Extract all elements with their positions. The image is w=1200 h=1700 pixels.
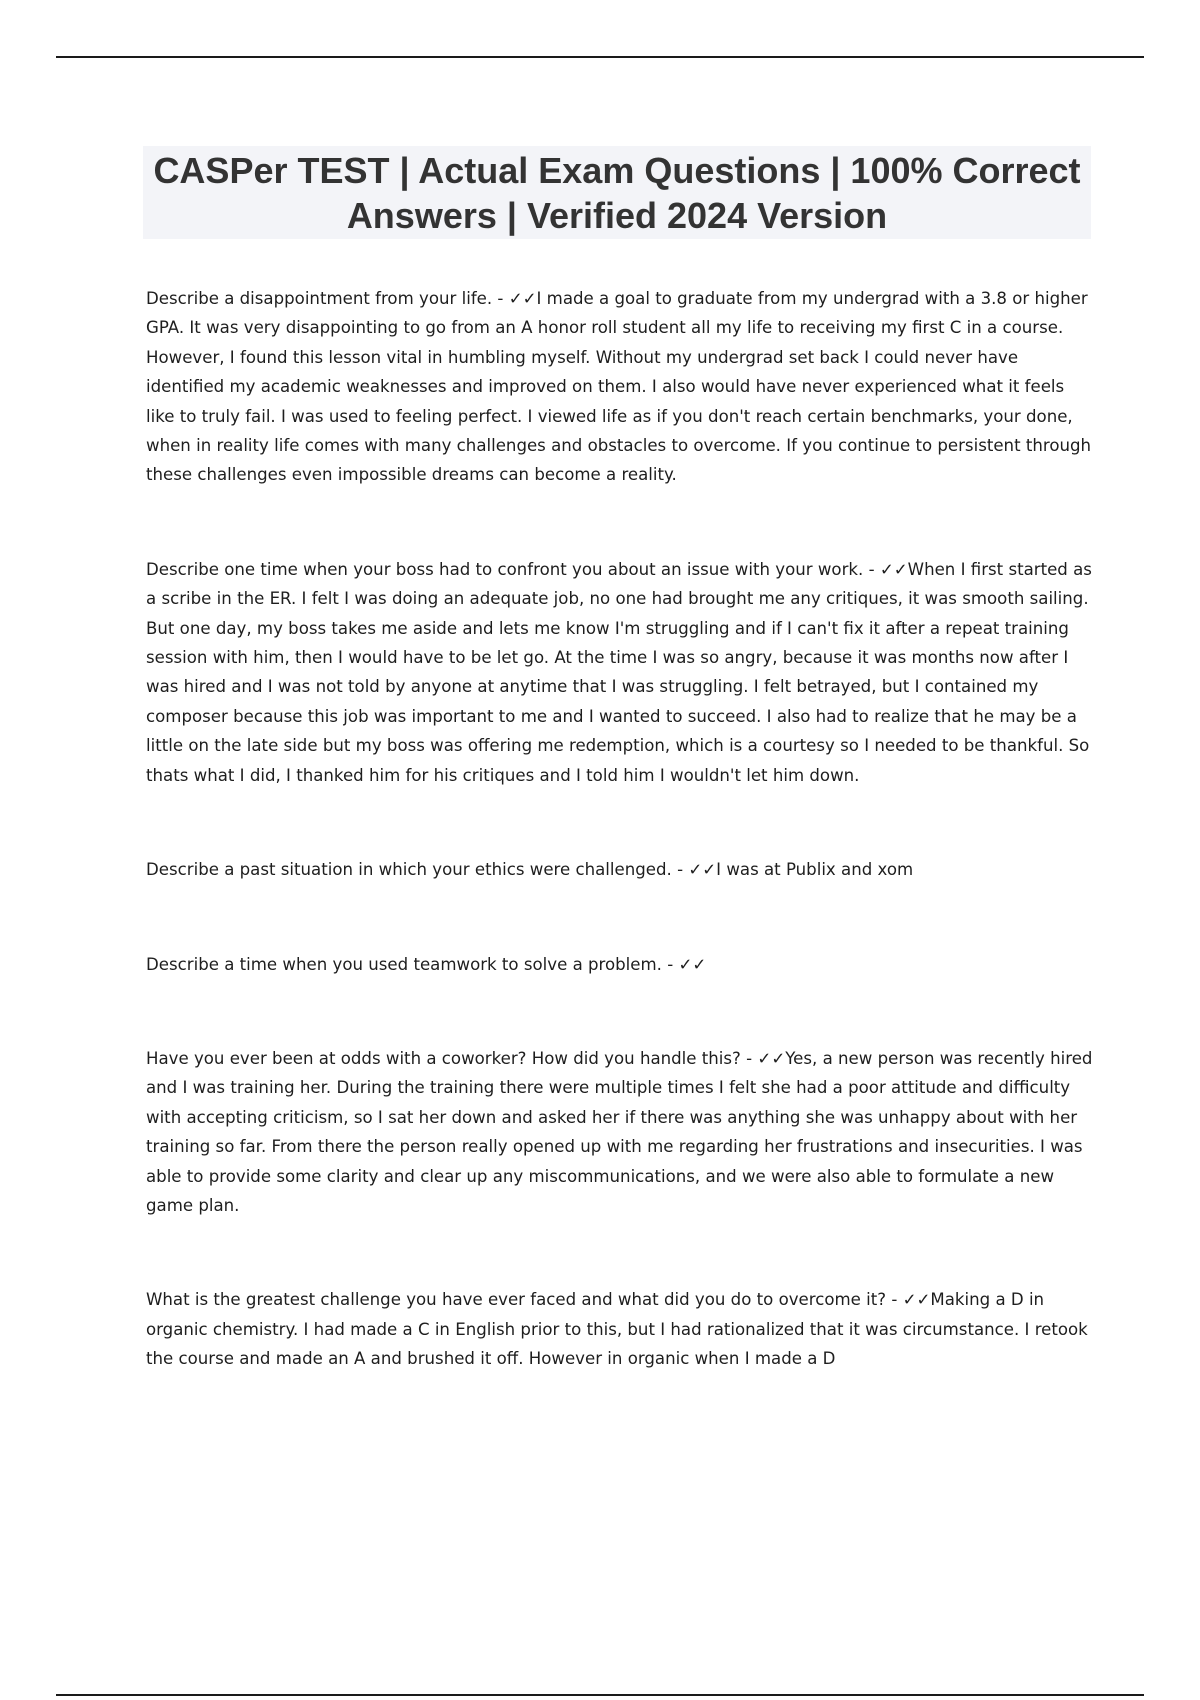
qa-item xyxy=(146,1044,1096,1220)
question-text: Describe one time when your boss had to confront you about an issue with your work. xyxy=(146,559,864,579)
separator: - xyxy=(661,954,679,974)
top-rule xyxy=(56,56,1144,58)
check-mark-icon: ✓✓ xyxy=(688,860,717,880)
question-text: Have you ever been at odds with a coworker? How did you handle this? xyxy=(146,1048,741,1068)
answer-text: Making a D in organic chemistry. I had made a C in English prior to this, but I had rationalized that it was circumstance. I retook the course and made an A and brushed it off. However in organic when I made a D xyxy=(146,1290,1088,1369)
question-text: Describe a past situation in which your ethics were challenged. xyxy=(146,860,672,880)
separator: - xyxy=(671,860,689,880)
qa-item xyxy=(146,950,1096,979)
bottom-rule xyxy=(56,1694,1144,1696)
qa-content xyxy=(146,284,1096,1374)
check-mark-icon: ✓✓ xyxy=(757,1048,786,1068)
check-mark-icon: ✓✓ xyxy=(879,559,908,579)
separator: - xyxy=(863,559,880,579)
check-mark-icon: ✓✓ xyxy=(678,954,707,974)
qa-item xyxy=(146,284,1096,490)
answer-text: Yes, a new person was recently hired and I was training her. During the training there were multiple times I felt she had a poor attitude and difficulty with accepting criticism, so I sat her down and asked her if there was anything she was unhappy about with her training so far. From there the person really opened up with me regarding her frustrations and insecurities. I was able to provide some clarity and clear up any miscommunications, and we were also able to formulate a new game plan. xyxy=(146,1048,1093,1215)
question-text: Describe a time when you used teamwork to solve a problem. xyxy=(146,954,662,974)
separator: - xyxy=(886,1290,903,1310)
check-mark-icon: ✓✓ xyxy=(508,289,537,308)
qa-item xyxy=(146,1285,1096,1373)
title-banner xyxy=(143,146,1091,239)
answer-text: I was at Publix and xom xyxy=(716,860,914,880)
qa-item xyxy=(146,555,1096,790)
page-title: CASPer TEST | Actual Exam Questions | 100% Correct Answers | Verified 2024 Version xyxy=(153,149,1081,236)
check-mark-icon: ✓✓ xyxy=(902,1290,931,1310)
answer-text: When I first started as a scribe in the ER. I felt I was doing an adequate job, no one had brought me any critiques, it was smooth sailing. But one day, my boss takes me aside and lets me know I'm struggling and if I can't fix it after a repeat training session with him, then I would have to be let go. At the time I was so angry, because it was months now after I was hired and I was not told by anyone at anytime that I was struggling. I felt betrayed, but I contained my composer because this job was important to me and I wanted to succeed. I also had to realize that he may be a little on the late side but my boss was offering me redemption, which is a courtesy so I needed to be thankful. So thats what I did, I thanked him for his critiques and I told him I wouldn't let him down. xyxy=(146,559,1092,785)
qa-item xyxy=(146,855,1096,884)
question-text: Describe a disappointment from your life. xyxy=(146,289,493,308)
answer-text: I made a goal to graduate from my undergrad with a 3.8 or higher GPA. It was very disappointing to go from an A honor roll student all my life to receiving my first C in a course. However, I found this lesson vital in humbling myself. Without my undergrad set back I could never have identified my academic weaknesses and improved on them. I also would have never experienced what it feels like to truly fail. I was used to feeling perfect. I viewed life as if you don't reach certain benchmarks, your done, when in reality life comes with many challenges and obstacles to overcome. If you continue to persistent through these challenges even impossible dreams can become a reality. xyxy=(146,289,1092,485)
question-text: What is the greatest challenge you have ever faced and what did you do to overcome it? xyxy=(146,1290,887,1310)
separator: - xyxy=(740,1048,758,1068)
separator: - xyxy=(492,289,509,308)
